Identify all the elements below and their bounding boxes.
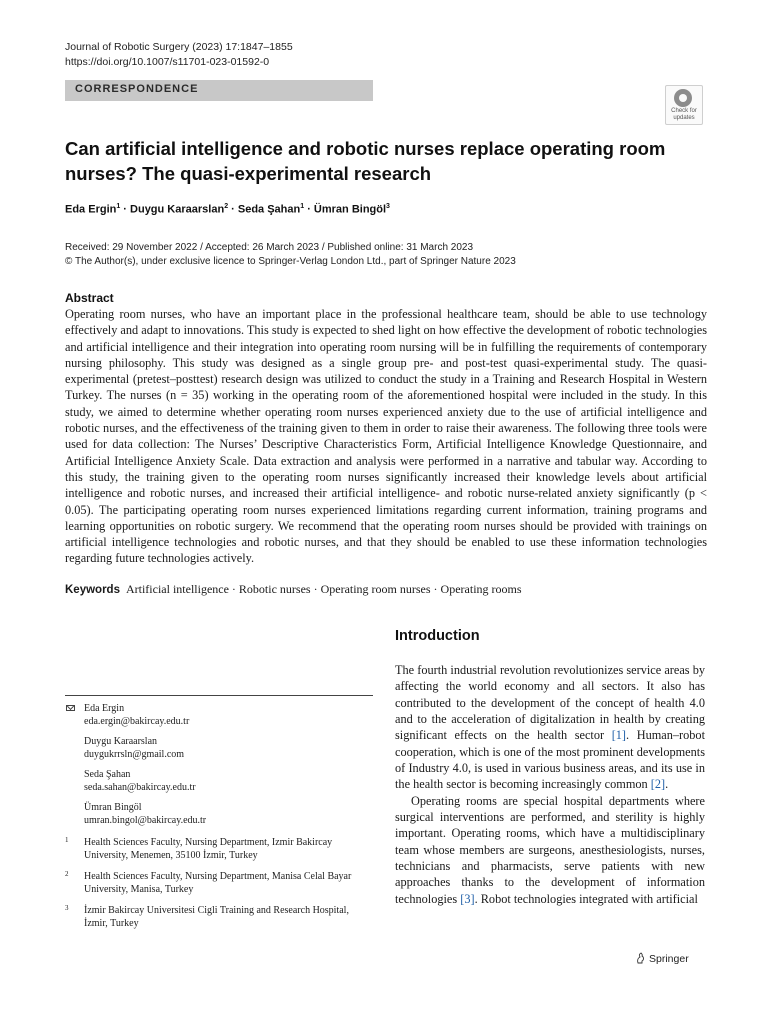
affiliation-number: 2 — [65, 870, 69, 878]
affiliation-number: 1 — [65, 836, 69, 844]
publication-history — [65, 241, 516, 269]
abstract-text: Operating room nurses, who have an important place in the professional healthcare team, should be able to use technology effectively and adapt to innovations. This study is expected to shed light on how effective the development of robotic technologies and artificial intelligence and their integration into operating room nursing will be in fulfilling the requirements of contemporary nursing philosophy. This study was designed as a single group pre- and post-test quasi-experimental study. The quasi-experimental (pretest–posttest) research design was utilized to conduct the study in a Training and Research Hospital in Western Turkey. The nurses (n = 35) working in the operating room of the aforementioned hospital were included in the study. In this study, we aimed to determine whether operating room nurses experienced anxiety due to the use of artificial intelligence and robotic nurses, and the effectiveness of the training given to them in order to raise their awareness. The following three tools were used for data collection: The Nurses’ Descriptive Characteristics Form, Artificial Intelligence Knowledge Questionnaire, and Artificial Intelligence Anxiety Scale. Data extraction and analysis were performed in a narrative and tabular way. According to this study, the training given to the operating room nurses significantly increased their knowledge levels about artificial intelligence and robotic nurses, and increased their artificial intelligence- and robotic nurse-related anxiety significantly (p < 0.05). The participating operating room nurses experienced limitations regarding current information, training programs and learning opportunities on robotic surgery. We recommend that the operating room nurses should be provided with trainings on artificial intelligence technologies and robotic nurses, and that they should be enabled to use these information technologies regarding future technologies actively. — [65, 307, 708, 566]
introduction-heading: Introduction — [395, 628, 480, 644]
article-title: Can artificial intelligence and robotic nurses replace operating room nurses? The quasi-experimental research — [65, 138, 666, 184]
publisher-name: Springer — [649, 953, 689, 965]
publisher-mark — [636, 952, 689, 965]
contact-email[interactable]: seda.sahan@bakircay.edu.tr — [84, 782, 196, 793]
section-bar — [65, 80, 373, 101]
contact-name: Duygu Karaarslan — [84, 736, 158, 747]
check-updates-label: Check for updates — [671, 108, 697, 121]
author-name[interactable]: Ümran Bingöl — [313, 203, 387, 216]
author-separator: · — [120, 203, 131, 216]
journal-citation — [65, 40, 293, 70]
affiliation-number: 3 — [65, 904, 69, 912]
affiliation-text: Health Sciences Faculty, Nursing Department, Izmir Bakircay University, Menemen, 35100 İzmir, Turkey — [84, 837, 333, 861]
dates-line: Received: 29 November 2022 / Accepted: 26 March 2023 / Published online: 31 March 2023 — [65, 242, 474, 253]
check-updates-icon — [674, 89, 692, 107]
springer-horse-icon — [636, 952, 645, 964]
contact-email[interactable]: eda.ergin@bakircay.edu.tr — [84, 716, 190, 727]
keywords-label: Keywords — [65, 584, 120, 596]
contact-name: Eda Ergin — [84, 703, 125, 714]
contact-name: Ümran Bingöl — [84, 802, 142, 813]
section-label: CORRESPONDENCE — [75, 83, 199, 95]
author-name[interactable]: Duygu Karaarslan — [130, 203, 225, 216]
introduction-paragraph: The fourth industrial revolution revolutionizes service areas by affecting the world economy and all sectors. It also has contributed to the development of the concept of health 4.0 and to the acceleration of digitalization in health by creating significant effects on the health sector [1]. Human–robot cooperation, which is one of the most prominent developments of Industry 4.0, is used in various business areas, and its use in the health sector is becoming increasingly common [2]. — [395, 663, 705, 792]
author-affiliation-mark: 2 — [224, 203, 229, 210]
envelope-icon — [66, 705, 75, 711]
author-separator: · — [304, 203, 314, 216]
affiliation-entry — [65, 904, 373, 930]
contact-entry — [65, 702, 373, 728]
keywords-list: Artificial intelligence · Robotic nurses · Operating room nurses · Operating rooms — [125, 582, 522, 596]
contact-email[interactable]: duygukrrsln@gmail.com — [84, 749, 185, 760]
keywords — [65, 582, 522, 597]
author-name[interactable]: Seda Şahan — [237, 203, 301, 216]
reference-link[interactable]: [2] — [650, 777, 666, 792]
author-list — [65, 203, 390, 216]
contact-entry — [65, 768, 373, 794]
introduction-paragraph: Operating rooms are special hospital departments where surgical interventions are performed, and sterility is highly important. Operating rooms, which have a multidisciplinary team whose members are surgeons, anesthesiologists, nurses, technicians and pharmacists, serve patients with new approaches thanks to the development of information technologies [3]. Robot technologies integrated with artificial — [395, 793, 705, 906]
reference-link[interactable]: [1] — [611, 728, 627, 743]
copyright-line: © The Author(s), under exclusive licence to Springer-Verlag London Ltd., part of Springer Nature 2023 — [65, 256, 516, 267]
affiliation-entry — [65, 870, 373, 896]
contact-entry — [65, 735, 373, 761]
abstract-heading: Abstract — [65, 291, 114, 305]
contact-name: Seda Şahan — [84, 769, 131, 780]
introduction-text — [395, 662, 705, 907]
contact-email[interactable]: umran.bingol@bakircay.edu.tr — [84, 815, 207, 826]
footnote-divider — [65, 695, 373, 696]
journal-line: Journal of Robotic Surgery (2023) 17:1847–1855 — [65, 41, 293, 53]
doi-link[interactable]: https://doi.org/10.1007/s11701-023-01592-0 — [65, 56, 270, 68]
author-affiliation-mark: 1 — [300, 203, 305, 210]
reference-link[interactable]: [3] — [460, 891, 475, 906]
author-name[interactable]: Eda Ergin — [65, 203, 117, 216]
affiliation-text: İzmir Bakircay Universitesi Cigli Training and Research Hospital, İzmir, Turkey — [84, 905, 349, 929]
check-for-updates-badge[interactable] — [665, 85, 703, 125]
author-affiliation-mark: 3 — [386, 203, 390, 210]
affiliation-entry — [65, 836, 373, 862]
contact-entry — [65, 801, 373, 827]
author-contacts — [65, 702, 373, 834]
affiliations — [65, 836, 373, 938]
author-affiliation-mark: 1 — [116, 203, 121, 210]
author-separator: · — [228, 203, 238, 216]
affiliation-text: Health Sciences Faculty, Nursing Department, Manisa Celal Bayar University, Manisa, Turkey — [84, 871, 352, 895]
